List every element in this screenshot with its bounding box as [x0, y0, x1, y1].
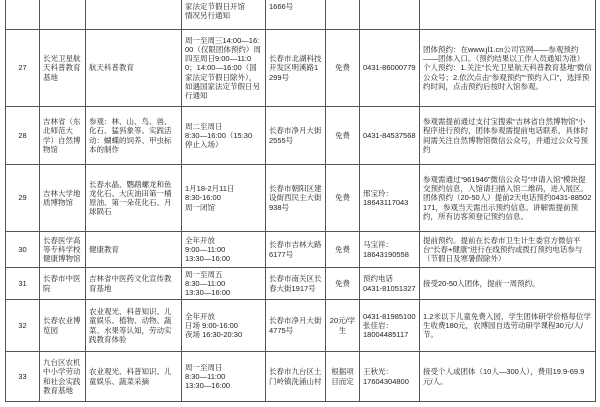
venue-name: 长春市中医院: [43, 274, 81, 293]
fee-cell: [326, 300, 360, 352]
row-number: 31: [18, 278, 27, 288]
number-cell: [6, 268, 40, 300]
address-text: 长春市净月大街4775号: [269, 316, 322, 335]
address-cell: [266, 352, 326, 402]
table-row: [6, 300, 596, 352]
content-cell: [86, 232, 182, 268]
venue-cell: [40, 268, 86, 300]
fee-cell: [326, 30, 360, 107]
content-cell: [86, 0, 182, 30]
venue-name: 长光卫星航天科普教育基地: [43, 54, 81, 82]
table-row: [6, 165, 596, 232]
contact-phone: 邢宝玲： 18643117043: [363, 188, 409, 207]
table-row: [6, 107, 596, 165]
fee-text: 根据项目而定: [331, 367, 354, 386]
content-text: [86, 0, 181, 29]
phone-cell: [360, 165, 420, 232]
hours-cell: [182, 165, 266, 232]
content-text: 农业观光、科普知识、儿童娱乐、植物、动物、蔬菜、水果等认知，劳动实践教育体验: [89, 307, 172, 344]
booking-cell: [420, 165, 596, 232]
address-cell: [266, 165, 326, 232]
address-cell: [266, 30, 326, 107]
venue-cell: [40, 232, 86, 268]
content-cell: [86, 165, 182, 232]
address-text: 长春市朝阳区建设街西民主大街938号: [269, 184, 322, 212]
hours-cell: [182, 268, 266, 300]
fee-text: 免费: [335, 130, 350, 140]
address-text: 长春市南关区长春大街1917号: [269, 274, 322, 293]
table-row: [6, 0, 596, 30]
venue-cell: [40, 107, 86, 165]
booking-cell: [420, 0, 596, 30]
fee-text: 免费: [335, 193, 350, 203]
phone-cell: [360, 0, 420, 30]
opening-hours: 周二至周日 8:30—16:00（15:30 停止入场）: [185, 121, 253, 150]
opening-hours: 全年开放 日场 9:00-16:00 夜场 16:30-20:30: [185, 311, 243, 340]
table-row: [6, 352, 596, 402]
table-row: [6, 268, 596, 300]
fee-cell: [326, 268, 360, 300]
content-text: 参观：林、山、鸟、兽、化石、猛犸象等。实践活动：蝴蝶的饲养、甲虫标本的制作: [89, 117, 172, 154]
address-cell: [266, 268, 326, 300]
content-cell: [86, 268, 182, 300]
content-text: 航天科普教育: [89, 63, 134, 73]
venue-name: [40, 0, 85, 29]
booking-method: 接受20-50人团体，提前一周预约。: [423, 278, 540, 288]
number-cell: [6, 0, 40, 30]
fee-text: 免费: [335, 244, 350, 254]
number-cell: [6, 165, 40, 232]
fee-cell: [326, 0, 360, 30]
content-cell: [86, 107, 182, 165]
address-text: 长春市净月大街2555号: [269, 126, 322, 145]
booking-cell: [420, 232, 596, 268]
booking-method: [420, 0, 595, 29]
booking-cell: [420, 107, 596, 165]
row-number: 32: [18, 320, 27, 330]
booking-cell: [420, 268, 596, 300]
contact-phone: 预约电话 0431-81051327: [363, 274, 416, 293]
content-cell: [86, 352, 182, 402]
address-text: 长春市吉林大路6177号: [269, 240, 322, 259]
contact-phone: 0431-84537568: [363, 130, 416, 140]
contact-phone: 0431-86000779: [363, 63, 416, 73]
content-text: 吉林省中医药文化宣传教育基地: [89, 274, 172, 293]
content-text: 健康教育: [89, 244, 119, 254]
fee-cell: [326, 232, 360, 268]
venue-name: 吉林大学地质博物馆: [43, 188, 81, 207]
number-cell: [6, 107, 40, 165]
booking-cell: [420, 30, 596, 107]
phone-cell: [360, 30, 420, 107]
number-cell: [6, 30, 40, 107]
venue-cell: [40, 0, 86, 30]
opening-hours: 周一至周三14:00—16:00（仅限团体预约）周四至周日9:00—11:00；14:00—16:00（国家法定节假日除外），如遇国家法定节假日另行通知: [185, 35, 261, 100]
booking-method: 参观需通过“961946”微信公众号“申请入馆”模块提交预约信息，入馆请扫描入馆二维码，进入展区。团体预约（20-50人）提前2天电话预约0431-88502171，参观当天需出示预约信息。讲解需提前预约，所有访客须登记预约信息。: [423, 174, 592, 221]
venue-name: 长春农业博览园: [43, 316, 81, 335]
content-cell: [86, 30, 182, 107]
row-number: [6, 0, 39, 29]
content-text: 农业观光、科普知识、儿童娱乐、蔬菜采摘: [89, 367, 172, 386]
table-row: [6, 30, 596, 107]
row-number: 27: [18, 63, 27, 73]
hours-cell: [182, 107, 266, 165]
hours-cell: [182, 352, 266, 402]
booking-method: 团体预约：在www.jl1.cn公司官网——参观预约——团体入口。（预约结果以工作人员通知为准） 个人预约：1.关注“长光卫星航天科普教育基地”微信公众号；2.依次点击“参观预约”“预约入口”，选择预约时间，点击预约后按时入馆参观。: [423, 44, 592, 91]
opening-hours: 1月18-2月11日 8:30-16:00 周一闭馆: [185, 184, 235, 212]
row-number: 28: [18, 130, 27, 140]
table-row: [6, 232, 596, 268]
fee-text: 20元/学生: [329, 316, 356, 335]
content-cell: [86, 300, 182, 352]
fee-text: 免费: [335, 63, 350, 73]
phone-cell: [360, 300, 420, 352]
hours-cell: [182, 30, 266, 107]
venue-name: 吉林省（东北师范大学）自然博物馆: [43, 117, 81, 154]
address-cell: [266, 232, 326, 268]
number-cell: [6, 300, 40, 352]
hours-cell: [182, 232, 266, 268]
number-cell: [6, 352, 40, 402]
opening-hours: 家法定节假日开馆 情况另行通知: [185, 2, 245, 21]
row-number: 29: [18, 193, 27, 203]
phone-cell: [360, 232, 420, 268]
contact-phone: 0431-81985100 张佳岩： 18004485117: [363, 311, 416, 340]
venue-cell: [40, 165, 86, 232]
fee-cell: [326, 352, 360, 402]
phone-cell: [360, 352, 420, 402]
phone-cell: [360, 107, 420, 165]
booking-cell: [420, 352, 596, 402]
phone-cell: [360, 268, 420, 300]
contact-phone: 王秋光： 17604304800: [363, 367, 409, 386]
number-cell: [6, 232, 40, 268]
address-text: 长春市九台区土门岭镇洗涌山村: [269, 367, 322, 386]
opening-hours: 周一至周五 8:30—11:00 13:30—16:00: [185, 269, 231, 298]
booking-method: 参观需提前通过支付宝搜索“吉林省自然博物馆”小程序进行预约，团体参观需提前电话联系，具体时间需关注自然博物馆微信公众号，并通过公众号预约: [423, 117, 588, 154]
address-text: 1666号: [269, 2, 294, 11]
booking-method: 提前预约。提前在长春市卫生计生委官方微信平台“长春+健康”进行在线预约或拨打预约电话参与（节假日及寒暑假除外）: [423, 235, 583, 264]
contact-phone: 马宝祥： 18643190558: [363, 240, 409, 259]
fee-cell: [326, 165, 360, 232]
venue-name: 长春医学高等专科学校健康博物馆: [43, 235, 81, 264]
hours-cell: [182, 300, 266, 352]
opening-hours: 全年开放 9:00—11:00 13:30—16:00: [185, 235, 231, 264]
venue-cell: [40, 30, 86, 107]
booking-method: 接受个人或团体（10人—300人），费用19.9-69.9元/人。: [423, 367, 585, 386]
address-text: 长春市北湖科技开发区明溪路1299号: [269, 54, 322, 82]
venue-table: [5, 0, 596, 402]
venue-name: 九台区农机中小学劳动和社会实践教育基地: [43, 358, 81, 395]
venue-cell: [40, 300, 86, 352]
address-cell: [266, 0, 326, 30]
booking-cell: [420, 300, 596, 352]
hours-cell: [182, 0, 266, 30]
address-cell: [266, 107, 326, 165]
address-cell: [266, 300, 326, 352]
opening-hours: 周一至周日 8:30—11:00 13:30—16:00: [185, 362, 231, 391]
contact-phone: [360, 0, 419, 29]
row-number: 30: [18, 244, 27, 254]
booking-method: 1.2米以下儿童免费入园，学生团体研学价格每位学生收费180元，农博园自选劳动研学课程30元/人/节。: [423, 311, 591, 340]
row-number: 33: [18, 371, 27, 381]
fee-text: [326, 0, 359, 29]
content-text: 长春水晶、鹦鹉螺龙和鱼龙化石、大庆油田第一桶原油、第一朵花化石、月球陨石: [89, 179, 172, 217]
fee-text: 免费: [335, 278, 350, 288]
fee-cell: [326, 107, 360, 165]
venue-cell: [40, 352, 86, 402]
